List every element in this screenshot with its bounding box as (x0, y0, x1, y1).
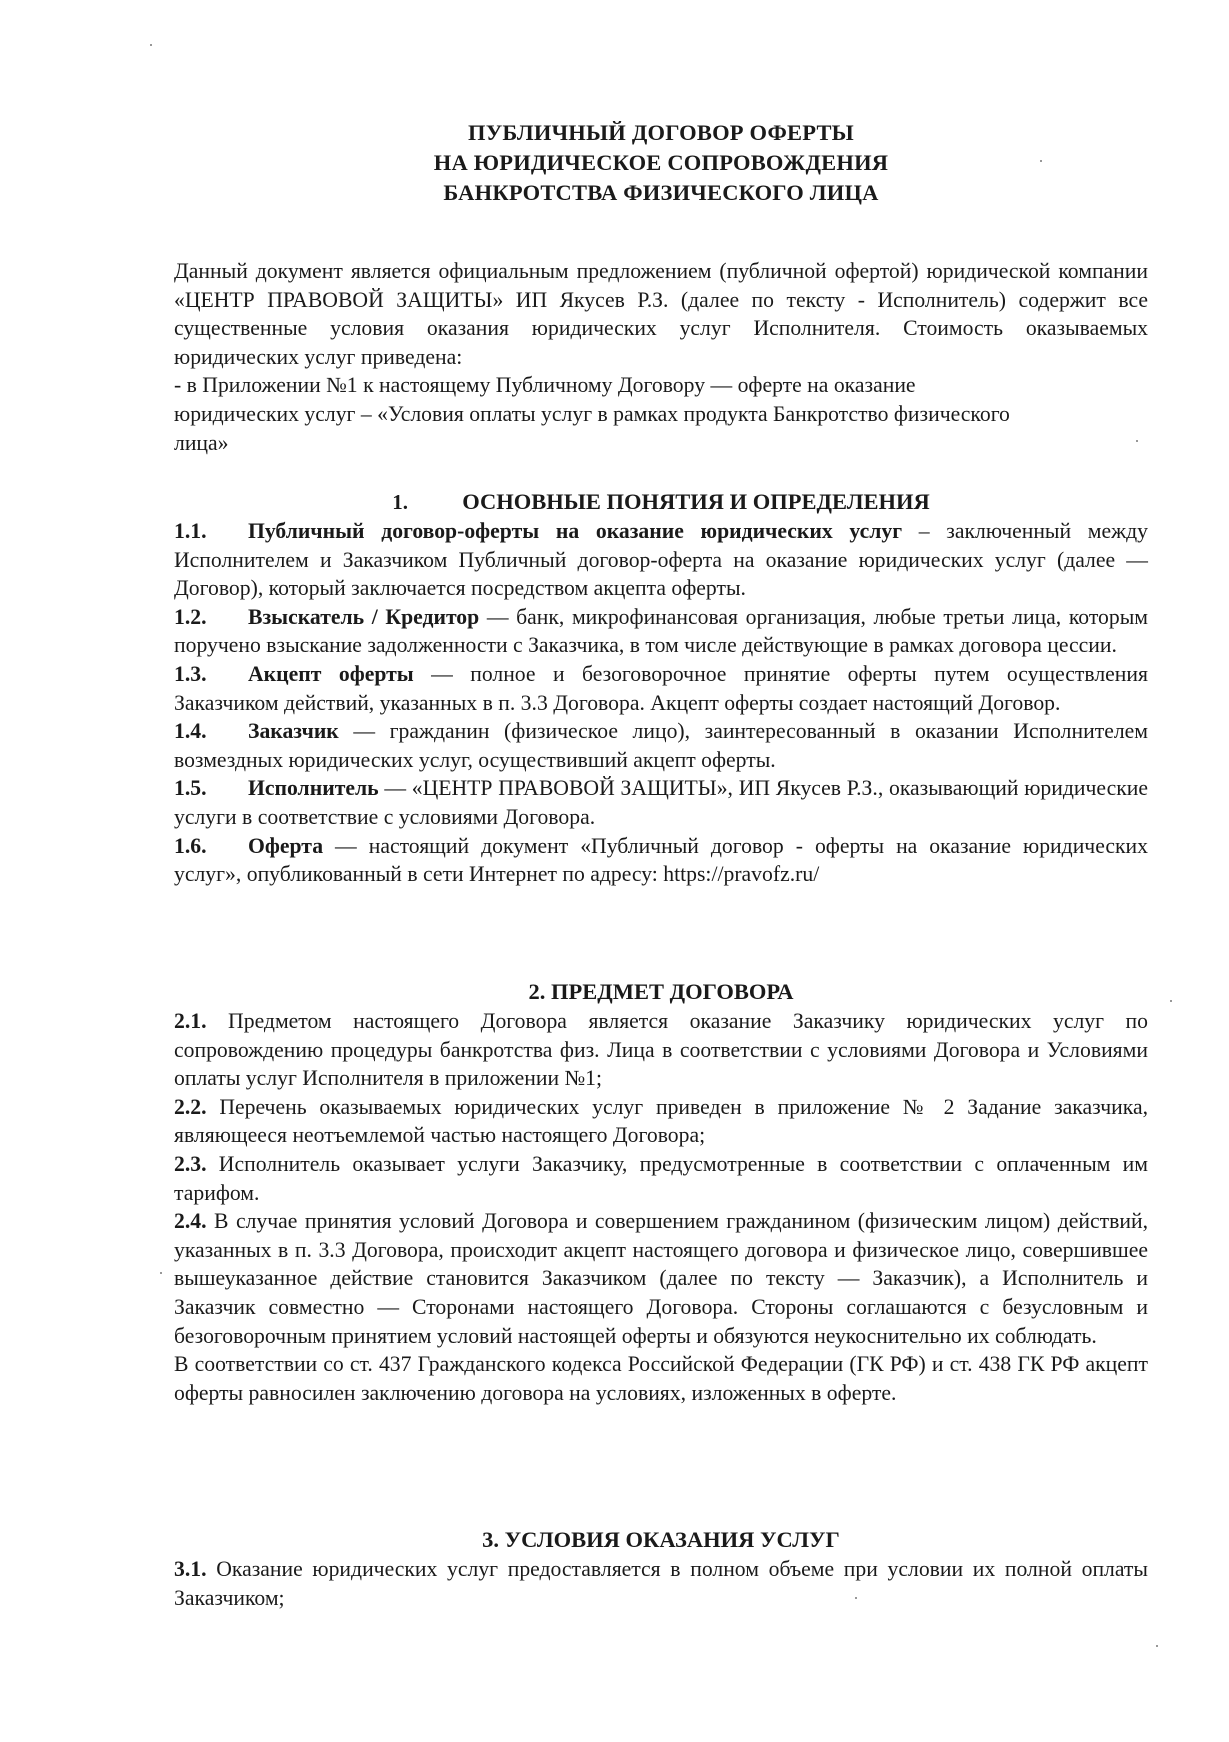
document-title (174, 118, 1148, 208)
scan-speck (1040, 160, 1042, 162)
clause-item (174, 1007, 1148, 1093)
item-number: 1.2. (174, 604, 207, 629)
title-line-1: ПУБЛИЧНЫЙ ДОГОВОР ОФЕРТЫ (468, 120, 854, 145)
scan-speck (1136, 440, 1138, 442)
item-number: 1.1. (174, 519, 207, 543)
item-text: — банк, микрофинансовая организация, любые третьи лица, которым поручено взыскание задолженности с Заказчика, в том числе действующие в рамках договора цессии. (174, 604, 1148, 658)
clause-item (174, 1207, 1148, 1350)
item-number: 1.6. (174, 833, 207, 858)
item-number: 1.4. (174, 719, 207, 744)
scan-speck (1170, 1000, 1172, 1002)
section-1-number: 1. (392, 490, 408, 514)
clause-item (174, 1555, 1148, 1612)
section-1-title: ОСНОВНЫЕ ПОНЯТИЯ И ОПРЕДЕЛЕНИЯ (462, 489, 930, 514)
item-text: Исполнитель оказывает услуги Заказчику, предусмотренные в соответствии с оплаченным им тарифом. (174, 1151, 1148, 1205)
intro-list-line-1: - в Приложении №1 к настоящему Публичному Договору — оферте на оказание (174, 373, 916, 398)
scan-speck (150, 44, 152, 46)
item-term: Акцепт оферты (248, 661, 414, 686)
definition-item (174, 660, 1148, 717)
item-text: — настоящий документ «Публичный договор - оферты на оказание юридических услуг», опубликованный в сети Интернет по адресу: https://pravofz.ru/ (174, 833, 1148, 887)
definition-item (174, 832, 1148, 889)
item-term: Публичный договор-оферты на оказание юридических услуг (248, 519, 903, 543)
intro-paragraph: Данный документ является официальным предложением (публичной офертой) юридической компании «ЦЕНТР ПРАВОВОЙ ЗАЩИТЫ» ИП Якусев Р.З. (далее по тексту - Исполнитель) содержит все существенные условия оказания юридических услуг Исполнителя. Стоимость оказываемых юридических услуг приведена: (174, 259, 1148, 369)
section-3-heading: 3. УСЛОВИЯ ОКАЗАНИЯ УСЛУГ (482, 1527, 840, 1552)
item-term: Исполнитель (248, 776, 379, 801)
item-text: – заключенный между Исполнителем и Заказчиком Публичный договор-оферта на оказание юридических услуг (далее — Договор), который заключается посредством акцепта оферты. (174, 519, 1148, 601)
item-text: Перечень оказываемых юридических услуг приведен в приложение № 2 Задание заказчика, являющееся неотъемлемой частью настоящего Договора; (174, 1094, 1148, 1148)
item-number: 3.1. (174, 1557, 207, 1581)
closing-paragraph: В соответствии со ст. 437 Гражданского кодекса Российской Федерации (ГК РФ) и ст. 438 ГК РФ акцепт оферты равносилен заключению договора на условиях, изложенных в оферте. (174, 1352, 1148, 1405)
item-number: 2.1. (174, 1009, 207, 1033)
clause-item (174, 1093, 1148, 1150)
definition-item (174, 517, 1148, 603)
item-number: 2.2. (174, 1094, 207, 1119)
scan-speck (160, 1272, 162, 1274)
item-number: 2.3. (174, 1151, 207, 1176)
scan-speck (1156, 1645, 1158, 1647)
definition-item (174, 603, 1148, 660)
intro-list-line-3: лица» (174, 430, 229, 455)
clause-item (174, 1150, 1148, 1207)
title-line-3: БАНКРОТСТВА ФИЗИЧЕСКОГО ЛИЦА (443, 180, 879, 205)
item-text: Оказание юридических услуг предоставляется в полном объеме при условии их полной оплаты Заказчиком; (174, 1557, 1148, 1610)
item-number: 2.4. (174, 1209, 207, 1234)
document-page (174, 0, 1148, 1742)
item-term: Заказчик (248, 719, 339, 744)
scan-speck (855, 1597, 857, 1599)
section-2-items (174, 1007, 1148, 1407)
item-text: В случае принятия условий Договора и совершением гражданином (физическим лицом) действий, указанных в п. 3.3 Договора, происходит акцепт настоящего договора и физическое лицо, совершившее вышеуказанное действие становится Заказчиком (далее по тексту — Заказчик), а Исполнитель и Заказчик совместно — Сторонами настоящего Договора. Стороны соглашаются с безусловным и безоговорочным принятием условий настоящей оферты и обязуются неукоснительно их соблюдать. (174, 1209, 1148, 1348)
item-term: Взыскатель / Кредитор (248, 604, 480, 629)
item-number: 1.5. (174, 776, 207, 801)
intro-list-line-2: юридических услуг – «Условия оплаты услуг в рамках продукта Банкротство физического (174, 401, 1010, 426)
item-text: — «ЦЕНТР ПРАВОВОЙ ЗАЩИТЫ», ИП Якусев Р.З., оказывающий юридические услуги в соответствие с условиями Договора. (174, 776, 1148, 829)
item-text: Предметом настоящего Договора является оказание Заказчику юридических услуг по сопровождению процедуры банкротства физ. Лица в соответствии с условиями Договора и Условиями оплаты услуг Исполнителя в приложении №1; (174, 1009, 1148, 1091)
section-1-items (174, 517, 1148, 889)
section-2-heading: 2. ПРЕДМЕТ ДОГОВОРА (528, 979, 794, 1004)
item-text: — полное и безоговорочное принятие оферты путем осуществления Заказчиком действий, указанных в п. 3.3 Договора. Акцепт оферты создает настоящий Договор. (174, 661, 1148, 715)
definition-item (174, 774, 1148, 831)
intro (174, 257, 1148, 457)
title-line-2: НА ЮРИДИЧЕСКОЕ СОПРОВОЖДЕНИЯ (433, 150, 889, 175)
definition-item (174, 717, 1148, 774)
section-3-items (174, 1555, 1148, 1612)
item-number: 1.3. (174, 661, 207, 686)
item-term: Оферта (248, 833, 324, 858)
item-text: — гражданин (физическое лицо), заинтересованный в оказании Исполнителем возмездных юридических услуг, осуществивший акцепт оферты. (174, 719, 1148, 772)
section-1-heading (174, 487, 1148, 517)
